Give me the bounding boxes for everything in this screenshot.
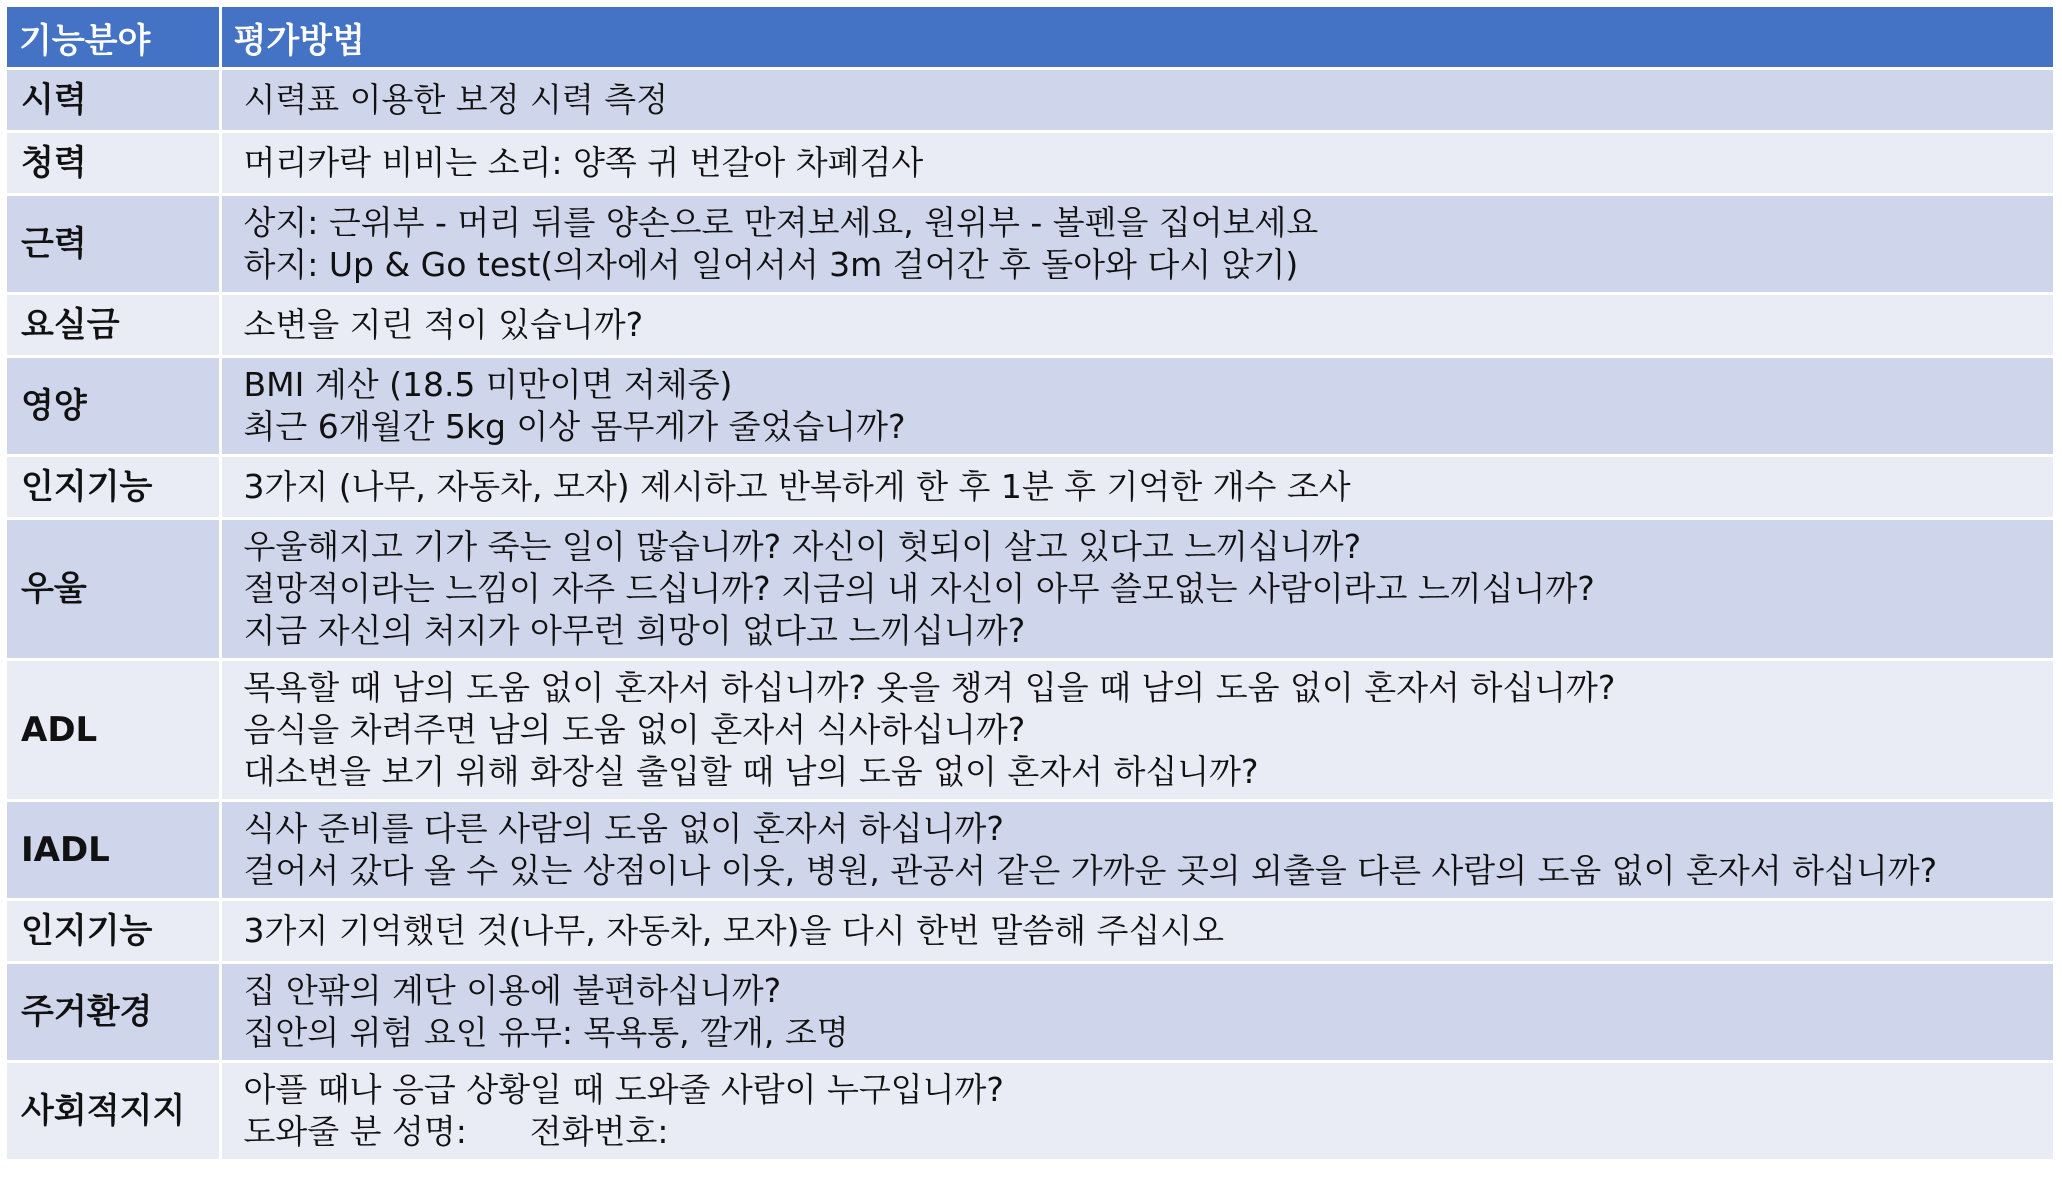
row-method xyxy=(220,900,2053,963)
table-row xyxy=(7,195,2053,294)
method-line: 도와줄 분 성명: 전화번호: xyxy=(243,1112,669,1151)
method-line: 집안의 위험 요인 유무: 목욕통, 깔개, 조명 xyxy=(243,1013,849,1052)
row-area-nutrition: 영양 xyxy=(7,357,220,456)
row-area-cognition-recall: 인지기능 xyxy=(7,900,220,963)
method-line: 지금 자신의 처지가 아무런 희망이 없다고 느끼십니까? xyxy=(243,611,1026,650)
row-method xyxy=(220,456,2053,519)
row-area-adl: ADL xyxy=(7,660,220,801)
method-line: 집 안팎의 계단 이용에 불편하십니까? xyxy=(243,971,782,1010)
row-method xyxy=(220,357,2053,456)
method-line: 식사 준비를 다른 사람의 도움 없이 혼자서 하십니까? xyxy=(243,809,1004,848)
row-area-incontinence: 요실금 xyxy=(7,294,220,357)
table-row xyxy=(7,963,2053,1062)
method-line: 머리카락 비비는 소리: 양쪽 귀 번갈아 차폐검사 xyxy=(243,143,924,182)
row-method xyxy=(220,132,2053,195)
table-row xyxy=(7,801,2053,900)
method-line: 하지: Up & Go test(의자에서 일어서서 3m 걸어간 후 돌아와 다시 앉기) xyxy=(243,245,1299,284)
table-row xyxy=(7,519,2053,660)
header-area: 기능분야 xyxy=(7,7,220,69)
table-row xyxy=(7,1062,2053,1161)
table-header-row xyxy=(7,7,2053,69)
method-line: 음식을 차려주면 남의 도움 없이 혼자서 식사하십니까? xyxy=(243,710,1026,749)
row-method xyxy=(220,294,2053,357)
row-area-hearing: 청력 xyxy=(7,132,220,195)
method-line: 아플 때나 응급 상황일 때 도와줄 사람이 누구입니까? xyxy=(243,1070,1004,1109)
table-row xyxy=(7,294,2053,357)
row-method xyxy=(220,801,2053,900)
row-area-vision: 시력 xyxy=(7,69,220,132)
row-method xyxy=(220,1062,2053,1161)
table-row xyxy=(7,660,2053,801)
header-method: 평가방법 xyxy=(220,7,2053,69)
row-area-strength: 근력 xyxy=(7,195,220,294)
row-area-social-support: 사회적지지 xyxy=(7,1062,220,1161)
table-row xyxy=(7,357,2053,456)
method-line: 절망적이라는 느낌이 자주 드십니까? 지금의 내 자신이 아무 쓸모없는 사람이라고 느끼십니까? xyxy=(243,569,1595,608)
row-method xyxy=(220,519,2053,660)
table-row xyxy=(7,900,2053,963)
assessment-table-container xyxy=(7,7,2053,1162)
row-method xyxy=(220,963,2053,1062)
row-area-depression: 우울 xyxy=(7,519,220,660)
method-line: 소변을 지린 적이 있습니까? xyxy=(243,305,644,344)
method-line: 3가지 기억했던 것(나무, 자동차, 모자)을 다시 한번 말씀해 주십시오 xyxy=(243,911,1224,950)
row-area-housing: 주거환경 xyxy=(7,963,220,1062)
table-row xyxy=(7,132,2053,195)
row-area-cognition: 인지기능 xyxy=(7,456,220,519)
method-line: 3가지 (나무, 자동차, 모자) 제시하고 반복하게 한 후 1분 후 기억한 개수 조사 xyxy=(243,467,1351,506)
method-line: 최근 6개월간 5kg 이상 몸무게가 줄었습니까? xyxy=(243,407,906,446)
row-area-iadl: IADL xyxy=(7,801,220,900)
row-method xyxy=(220,69,2053,132)
method-line: 시력표 이용한 보정 시력 측정 xyxy=(243,80,668,119)
table-row xyxy=(7,456,2053,519)
method-line: 걸어서 갔다 올 수 있는 상점이나 이웃, 병원, 관공서 같은 가까운 곳의 외출을 다른 사람의 도움 없이 혼자서 하십니까? xyxy=(243,851,1938,890)
method-line: 대소변을 보기 위해 화장실 출입할 때 남의 도움 없이 혼자서 하십니까? xyxy=(243,752,1259,791)
method-line: BMI 계산 (18.5 미만이면 저체중) xyxy=(243,365,733,404)
method-line: 목욕할 때 남의 도움 없이 혼자서 하십니까? 옷을 챙겨 입을 때 남의 도움 없이 혼자서 하십니까? xyxy=(243,668,1616,707)
row-method xyxy=(220,660,2053,801)
method-line: 우울해지고 기가 죽는 일이 많습니까? 자신이 헛되이 살고 있다고 느끼십니까? xyxy=(243,527,1362,566)
assessment-table xyxy=(7,7,2053,1162)
table-row xyxy=(7,69,2053,132)
method-line: 상지: 근위부 - 머리 뒤를 양손으로 만져보세요, 원위부 - 볼펜을 집어보세요 xyxy=(243,203,1319,242)
row-method xyxy=(220,195,2053,294)
